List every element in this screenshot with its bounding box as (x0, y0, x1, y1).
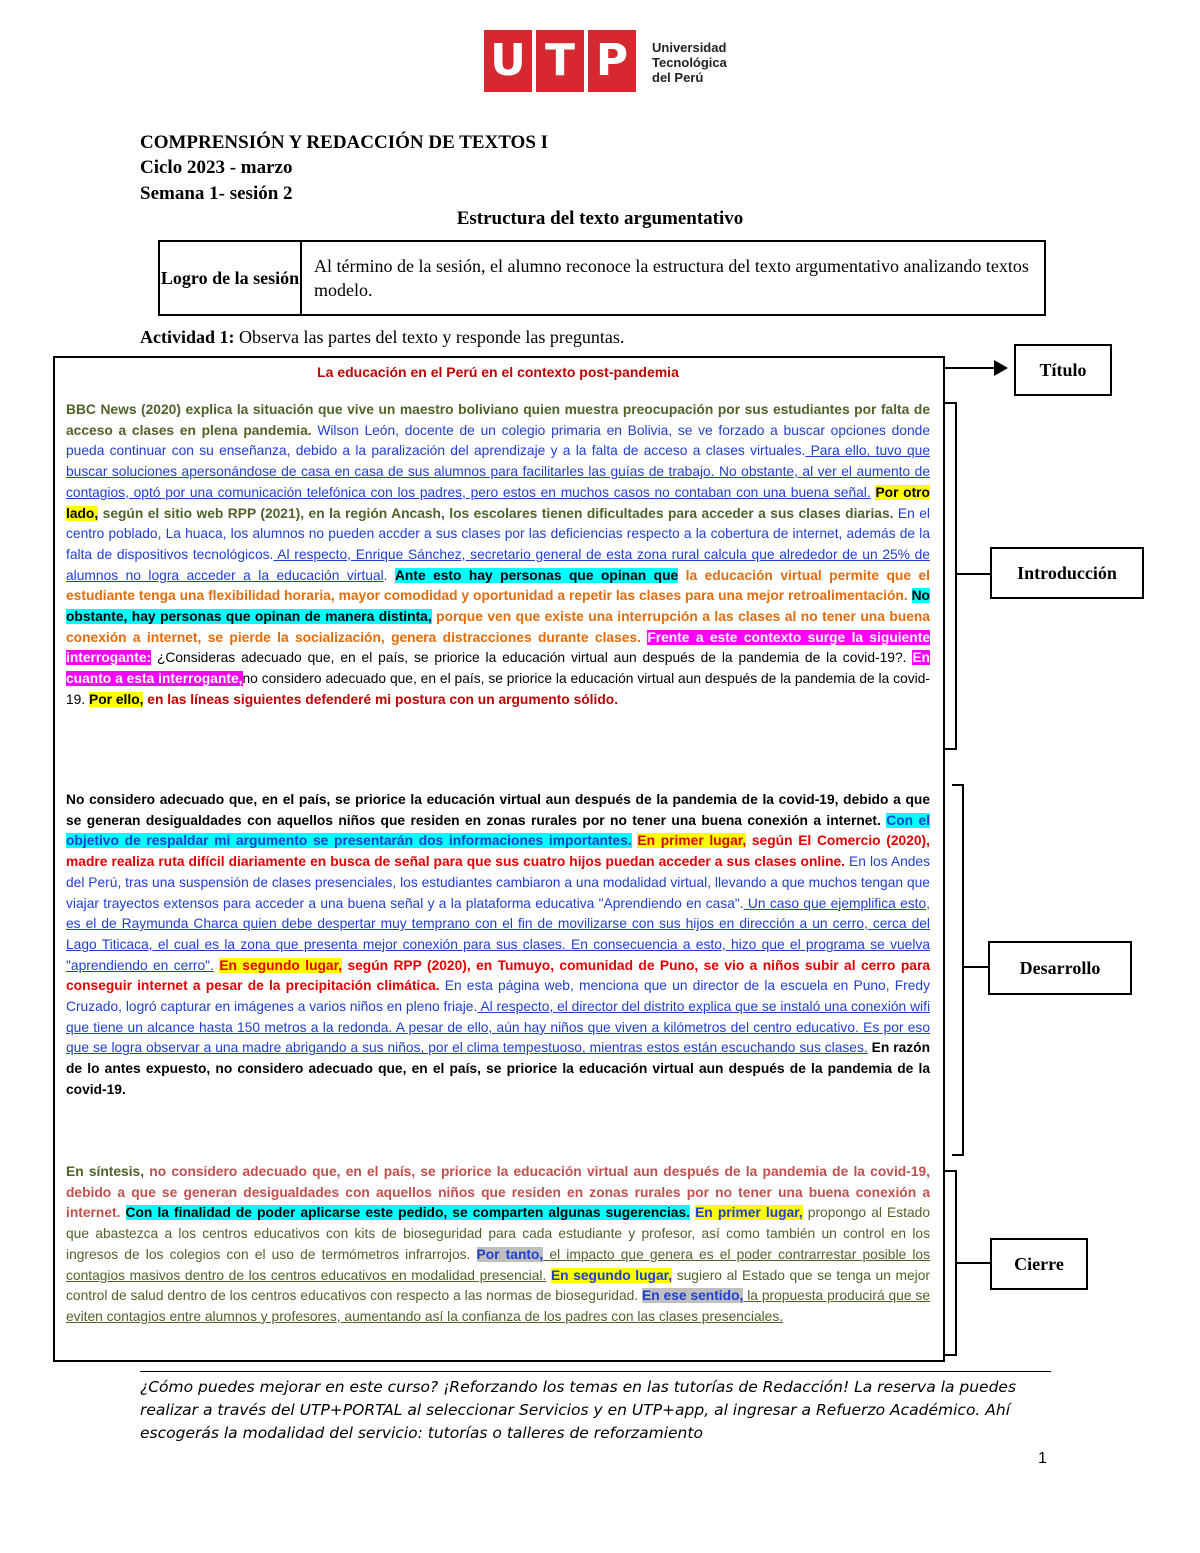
university-line-2: Tecnológica (652, 55, 727, 70)
development-brace (952, 784, 964, 1156)
intro-closing: en las líneas siguientes defenderé mi postura con un argumento sólido. (143, 691, 619, 707)
essay-title: La educación en el Perú en el contexto post-pandemia (317, 364, 679, 380)
connector-segundo-lugar: En segundo lugar, (219, 957, 343, 973)
closing-suggestion-1: propongo al Estado que abastezca a los centros educativos con kits de bioseguridad para cada estudiante y profesor, así como también un control en los ingresos de los colegios con el uso de termómetros infrarrojos. (66, 1205, 930, 1262)
connector-por-ello: Por ello, (89, 691, 144, 707)
logo-letter-u: U (484, 30, 532, 92)
course-topic: Estructura del texto argumentativo (456, 208, 744, 229)
closing-paragraph (66, 1162, 930, 1328)
logro-value: Al término de la sesión, el alumno reconoce la estructura del texto argumentativo analizando textos modelo. (314, 256, 1029, 300)
intro-context-2: En el centro poblado, La huaca, los alumnos no pueden accder a sus clases por las deficiencias respecto a la cobertura de internet, además de la falta de dispositivos tecnológicos. (66, 505, 931, 562)
development-context-1: En los Andes del Perú, tras una suspensión de clases presenciales, los estudiantes cambiaron a una modalidad virtual, llevando a que muchos tengan que viajar trayectos extensos para acceder a una buena señal y a la plataforma educativa "Aprendiendo en casa". (66, 854, 930, 911)
intro-detail: Para ello, tuvo que buscar soluciones apersonándose de casa en casa de sus alumnos para facilitarles las guías de trabajo. No obstante, al ver el aumento de contagios, optó por una comunicación telefónica con los padres, pero estos en muchos casos no contaban con una buena señal. (66, 443, 930, 500)
logro-table (158, 240, 1046, 316)
utp-logo (484, 30, 744, 92)
connector-por-otro-lado: Por otro lado, (66, 484, 930, 521)
label-desarrollo: Desarrollo (988, 941, 1132, 995)
connector-primer-lugar: En primer lugar, (637, 833, 747, 849)
closing-thesis: no considero adecuado que, en el país, se priorice la educación virtual aun después de la pandemia de la covid-19, debido a que se generan desigualdades con aquellos niños que residen en zonas rurales por no tener una buena conexión a internet. (66, 1164, 930, 1221)
university-line-1: Universidad (652, 40, 727, 55)
label-cierre: Cierre (990, 1238, 1088, 1290)
intro-thesis-source: BBC News (2020) explica la situación que vive un maestro boliviano quien muestra preocupación por sus estudiantes por falta de acceso a clases en plena pandemia. (66, 402, 930, 438)
connector-no-obstante: No obstante, hay personas que opinan de manera distinta, (66, 588, 930, 625)
university-line-3: del Perú (652, 70, 704, 85)
page-number: 1 (1038, 1450, 1047, 1467)
course-title: COMPRENSIÓN Y REDACCIÓN DE TEXTOS I (140, 132, 549, 153)
activity-line (140, 327, 624, 348)
intro-question: ¿Consideras adecuado que, en el país, se priorice la educación virtual aun después de la pandemia de la covid-19?. (151, 650, 907, 666)
intro-period: . (383, 567, 395, 583)
intro-position-a: la educación virtual permite que el estudiante tenga una flexibilidad horaria, mayor comodidad y oportunidad a repetir las clases para una mejor retroalimentación. (66, 567, 930, 604)
connector-frente: Frente a este contexto surge la siguiente interrogante: (66, 629, 930, 666)
development-example-1: Un caso que ejemplifica esto, es el de Raymunda Charca quien debe despertar muy temprano con el fin de movilizarse con sus hijos en dirección a un cerro, cerca del Lago Titicaca, el cual es la zona que presenta mejor conexión para sus clases. En consecuencia a esto, hizo que el programa se vuelva "aprendiendo en cerro". (66, 895, 930, 973)
intro-context: Wilson León, docente de un colegio primaria en Bolivia, se ve forzado a buscar opciones donde pueda continuar con su enseñanza, debido a la paralización del aprendizaje y a la falta de acceso a clases virtuales. (66, 422, 930, 459)
essay-box-bottom (53, 1360, 943, 1362)
logo-letter-t: T (536, 30, 584, 92)
footer-divider (140, 1371, 1051, 1372)
development-argument-2: según RPP (2020), en Tumuyo, comunidad de Puno, se vio a niños subir al cerro para conseguir internet a pesar de la precipitación climática. (66, 957, 931, 994)
development-thesis: No considero adecuado que, en el país, se priorice la educación virtual aun después de la pandemia de la covid-19, debido a que se generan desigualdades con aquellos niños que residen en zonas rurales por no tener una buena conexión a internet. (66, 792, 930, 828)
closing-brace-tick (957, 1262, 991, 1264)
development-paragraph (66, 790, 930, 1101)
intro-source-rpp: según el sitio web RPP (2021), en la región Ancash, los escolares tienen dificultades para acceder a sus clases diarias. (98, 505, 894, 521)
development-brace-tick (964, 966, 990, 968)
development-argument-1: según El Comercio (2020), madre realiza ruta difícil diariamente en busca de señal para que sus cuatro hijos puedan acceder a sus clases online. (66, 833, 930, 870)
course-cycle: Ciclo 2023 - marzo (140, 157, 293, 178)
intro-brace (945, 402, 957, 750)
closing-impact-1: el impacto que genera es el poder contrarrestar posible los contagios masivos dentro de los centros educativos en modalidad presencial. (66, 1246, 931, 1283)
development-conclusion: En razón de lo antes expuesto, no considero adecuado que, en el país, se priorice la educación virtual aun después de la pandemia de la covid-19. (66, 1040, 930, 1097)
closing-brace (945, 1170, 957, 1356)
label-introduccion: Introducción (990, 547, 1144, 599)
intro-paragraph (66, 400, 930, 711)
closing-suggestion-2: sugiero al Estado que se tenga un mejor control de salud dentro de los centros educativos con respecto a las normas de bioseguridad. (66, 1267, 930, 1304)
intro-position-b: porque ven que existe una interrupción a las clases al no tener una buena conexión a internet, se pierde la socialización, genera distracciones durante clases. (66, 609, 930, 645)
development-context-2: En esta página web, menciona que un director de la escuela en Puno, Fredy Cruzado, logró capturar en imágenes a varios niños en pleno friaje. (66, 978, 930, 1015)
connector-segundo-lugar-2: En segundo lugar, (550, 1267, 673, 1283)
connector-en-ese-sentido: En ese sentido, (642, 1288, 744, 1304)
development-example-2: Al respecto, el director del distrito explica que se instaló una conexión wifi que tiene un alcance hasta 150 metros a la redonda. A pesar de ello, aún hay niños que viven a kilómetros del centro educativo. Es por eso que se logra observar a una madre abrigando a sus niños, por el clima tempestuoso, mientras estos están escuchando sus clases. (66, 999, 931, 1056)
course-week: Semana 1- sesión 2 (140, 183, 293, 204)
footer-note: ¿Cómo puedes mejorar en este curso? ¡Reforzando los temas en las tutorías de Redacción! La reserva la puedes realizar a través del UTP+PORTAL al seleccionar Servicios y en UTP+app, al ingresar a Refuerzo Académico. Ahí escogerás la modalidad del servicio: tutorías o talleres de reforzamiento (140, 1378, 1017, 1442)
connector-por-tanto: Por tanto, (476, 1246, 544, 1262)
connector-con-el-objetivo: Con el objetivo de respaldar mi argumento se presentarán dos informaciones importantes. (66, 812, 930, 849)
closing-impact-2: la propuesta producirá que se eviten contagios entre alumnos y profesores, aumentando así la confianza de los padres con las clases presenciales. (66, 1288, 930, 1324)
intro-brace-tick (957, 573, 991, 575)
arrow-head-icon (994, 360, 1008, 376)
label-titulo: Título (1014, 344, 1112, 396)
activity-text: Observa las partes del texto y responde las preguntas. (234, 327, 625, 347)
connector-ante-esto: Ante esto hay personas que opinan que (394, 567, 679, 583)
logo-letter-p: P (588, 30, 636, 92)
connector-en-cuanto: En cuanto a esta interrogante, (66, 650, 930, 687)
intro-thesis: no considero adecuado que, en el país, se priorice la educación virtual aun después de la pandemia de la covid-19. (66, 671, 930, 707)
connector-con-la-finalidad: Con la finalidad de poder aplicarse este pedido, se comparten algunas sugerencias. (125, 1205, 690, 1221)
connector-primer-lugar-2: En primer lugar, (695, 1205, 803, 1221)
activity-label: Actividad 1: (140, 327, 235, 347)
intro-detail-2: Al respecto, Enrique Sánchez, secretario general de esta zona rural calcula que alrededor de un 25% de alumnos no logra acceder a la educación virtual (66, 546, 930, 583)
connector-en-sintesis: En síntesis, (66, 1164, 145, 1179)
logro-label: Logro de la sesión (160, 242, 302, 314)
